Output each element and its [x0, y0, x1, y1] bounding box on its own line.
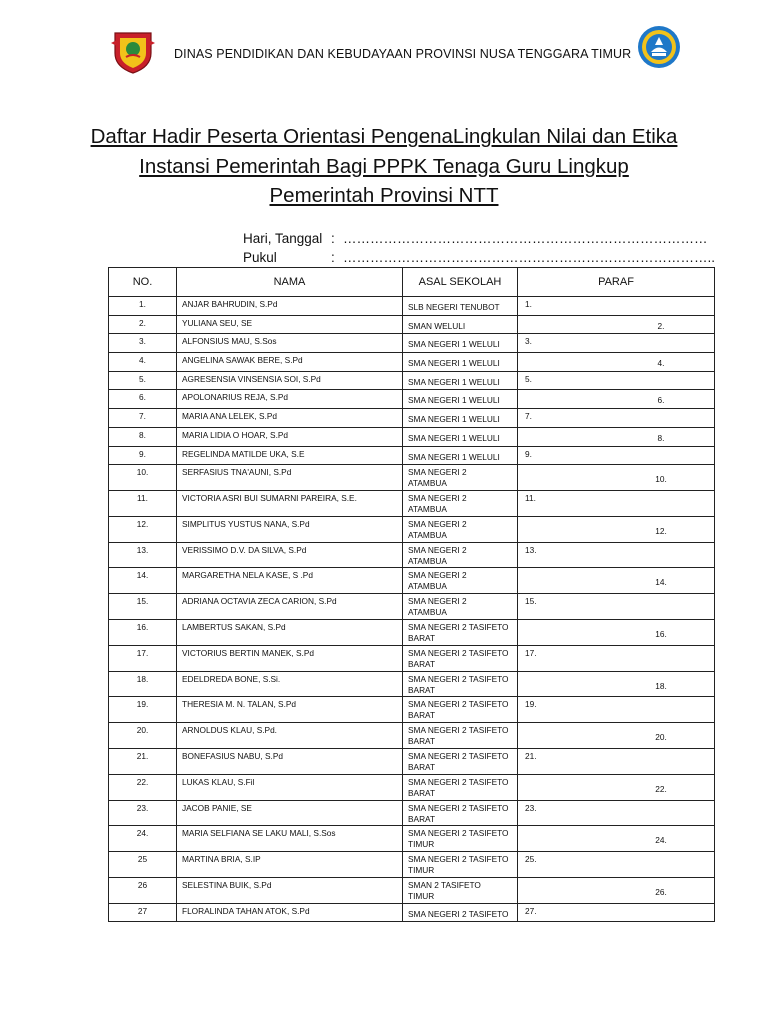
date-colon: : [331, 231, 335, 246]
school-line: SMA NEGERI 2 TASIFETO [408, 828, 509, 839]
signature-number: 7. [525, 411, 532, 422]
participant-name: SELESTINA BUIK, S.Pd [177, 877, 403, 903]
signature-number: 26. [655, 886, 667, 897]
participant-name: BONEFASIUS NABU, S.Pd [177, 748, 403, 774]
signature-cell[interactable] [518, 903, 715, 922]
signature-cell[interactable] [518, 877, 715, 903]
table-row [109, 465, 715, 491]
signature-number: 16. [655, 628, 667, 639]
school-name [403, 568, 518, 594]
table-row [109, 371, 715, 390]
signature-number: 13. [525, 544, 537, 555]
table-row [109, 877, 715, 903]
participant-name: MARIA LIDIA O HOAR, S.Pd [177, 427, 403, 446]
school-line: SMA NEGERI 2 [408, 570, 467, 581]
participant-name: SERFASIUS TNA'AUNI, S.Pd [177, 465, 403, 491]
school-name [403, 645, 518, 671]
table-row [109, 619, 715, 645]
signature-number: 2. [657, 320, 665, 331]
school-line: ATAMBUA [408, 503, 447, 514]
participant-name: THERESIA M. N. TALAN, S.Pd [177, 697, 403, 723]
table-row [109, 568, 715, 594]
signature-cell[interactable] [518, 297, 715, 316]
school-line: ATAMBUA [408, 607, 447, 618]
signature-cell[interactable] [518, 697, 715, 723]
school-line: SMA NEGERI 1 WELULI [408, 432, 500, 443]
table-row [109, 334, 715, 353]
participant-name: ALFONSIUS MAU, S.Sos [177, 334, 403, 353]
row-number: 21. [109, 748, 177, 774]
table-row [109, 490, 715, 516]
signature-cell[interactable] [518, 334, 715, 353]
table-row [109, 353, 715, 372]
school-name [403, 852, 518, 878]
row-number: 2. [109, 315, 177, 334]
school-line: SMA NEGERI 2 TASIFETO [408, 725, 509, 736]
participant-name: MARGARETHA NELA KASE, S .Pd [177, 568, 403, 594]
school-name [403, 671, 518, 697]
table-row [109, 671, 715, 697]
participant-name: VICTORIA ASRI BUI SUMARNI PAREIRA, S.E. [177, 490, 403, 516]
school-name [403, 334, 518, 353]
school-line: SMA NEGERI 1 WELULI [408, 414, 500, 425]
row-number: 23. [109, 800, 177, 826]
row-number: 13. [109, 542, 177, 568]
school-line: SMA NEGERI 2 TASIFETO [408, 776, 509, 787]
school-name [403, 516, 518, 542]
row-number: 25 [109, 852, 177, 878]
signature-number: 3. [525, 336, 532, 347]
row-number: 6. [109, 390, 177, 409]
participant-name: ADRIANA OCTAVIA ZECA CARION, S.Pd [177, 594, 403, 620]
school-name [403, 774, 518, 800]
document-header [0, 0, 768, 100]
participant-name: JACOB PANIE, SE [177, 800, 403, 826]
school-line: SMA NEGERI 1 WELULI [408, 451, 500, 462]
signature-cell[interactable] [518, 315, 715, 334]
row-number: 5. [109, 371, 177, 390]
row-number: 27 [109, 903, 177, 922]
signature-cell[interactable] [518, 748, 715, 774]
row-number: 17. [109, 645, 177, 671]
signature-cell[interactable] [518, 671, 715, 697]
participant-name: ARNOLDUS KLAU, S.Pd. [177, 723, 403, 749]
school-line: BARAT [408, 813, 436, 824]
row-number: 16. [109, 619, 177, 645]
table-row [109, 542, 715, 568]
school-line: SMA NEGERI 2 TASIFETO [408, 802, 509, 813]
school-line: SMAN 2 TASIFETO [408, 879, 481, 890]
signature-number: 19. [525, 699, 537, 710]
table-row [109, 645, 715, 671]
signature-number: 5. [525, 373, 532, 384]
header-no: NO. [109, 268, 177, 297]
row-number: 26 [109, 877, 177, 903]
participant-name: EDELDREDA BONE, S.Si. [177, 671, 403, 697]
title-line: Daftar Hadir Peserta Orientasi PengenaLingkulan Nilai dan Etika [90, 125, 678, 148]
row-number: 3. [109, 334, 177, 353]
signature-number: 10. [655, 474, 667, 485]
school-name [403, 877, 518, 903]
table-row [109, 427, 715, 446]
table-body [109, 297, 715, 922]
time-label: Pukul [243, 250, 277, 265]
participant-name: REGELINDA MATILDE UKA, S.E [177, 446, 403, 465]
participant-name: MARTINA BRIA, S.IP [177, 852, 403, 878]
row-number: 19. [109, 697, 177, 723]
table-row [109, 748, 715, 774]
participant-name: MARIA ANA LELEK, S.Pd [177, 409, 403, 428]
table-row [109, 826, 715, 852]
table-row [109, 800, 715, 826]
time-field [243, 250, 715, 265]
school-line: SMA NEGERI 2 TASIFETO [408, 750, 509, 761]
school-line: BARAT [408, 632, 436, 643]
school-line: SMA NEGERI 2 TASIFETO [408, 673, 509, 684]
school-line: BARAT [408, 684, 436, 695]
school-line: SMAN WELULI [408, 320, 466, 331]
table-row [109, 390, 715, 409]
school-line: ATAMBUA [408, 555, 447, 566]
signature-number: 20. [655, 732, 667, 743]
signature-cell[interactable] [518, 490, 715, 516]
signature-cell[interactable] [518, 723, 715, 749]
signature-number: 1. [525, 299, 532, 309]
signature-cell[interactable] [518, 465, 715, 491]
school-line: BARAT [408, 710, 436, 721]
table-row [109, 852, 715, 878]
signature-number: 9. [525, 448, 532, 459]
school-line: BARAT [408, 736, 436, 747]
signature-number: 18. [655, 680, 667, 691]
date-field [243, 231, 708, 246]
row-number: 22. [109, 774, 177, 800]
school-name [403, 594, 518, 620]
participant-name: LAMBERTUS SAKAN, S.Pd [177, 619, 403, 645]
school-line: TIMUR [408, 865, 435, 876]
date-label: Hari, Tanggal [243, 231, 323, 246]
row-number: 4. [109, 353, 177, 372]
school-name [403, 446, 518, 465]
signature-number: 27. [525, 905, 537, 916]
signature-number: 25. [525, 854, 537, 865]
participant-name: YULIANA SEU, SE [177, 315, 403, 334]
school-line: SLB NEGERI TENUBOT [408, 302, 500, 312]
school-line: SMA NEGERI 1 WELULI [408, 376, 500, 387]
row-number: 24. [109, 826, 177, 852]
document-title [60, 122, 708, 211]
school-line: SMA NEGERI 1 WELULI [408, 395, 500, 406]
row-number: 1. [109, 297, 177, 316]
table-row [109, 774, 715, 800]
school-name [403, 427, 518, 446]
ntt-emblem-logo [111, 27, 155, 75]
school-name [403, 903, 518, 922]
school-name [403, 748, 518, 774]
school-name [403, 490, 518, 516]
participant-name: SIMPLITUS YUSTUS NANA, S.Pd [177, 516, 403, 542]
school-name [403, 371, 518, 390]
school-name [403, 800, 518, 826]
title-line: Instansi Pemerintah Bagi PPPK Tenaga Guru Lingkup [139, 154, 629, 178]
signature-cell[interactable] [518, 427, 715, 446]
table-row [109, 409, 715, 428]
signature-number: 12. [655, 525, 667, 536]
school-line: SMA NEGERI 2 [408, 518, 467, 529]
table-row [109, 903, 715, 922]
school-line: SMA NEGERI 2 [408, 544, 467, 555]
signature-cell[interactable] [518, 852, 715, 878]
school-line: SMA NEGERI 1 WELULI [408, 358, 500, 369]
school-line: ATAMBUA [408, 581, 447, 592]
signature-cell[interactable] [518, 390, 715, 409]
tut-wuri-handayani-logo [637, 25, 681, 69]
signature-number: 15. [525, 596, 537, 607]
school-line: SMA NEGERI 2 TASIFETO [408, 647, 509, 658]
participant-name: ANJAR BAHRUDIN, S.Pd [177, 297, 403, 316]
time-colon: : [331, 250, 335, 265]
row-number: 18. [109, 671, 177, 697]
header-paraf: PARAF [518, 268, 715, 297]
signature-number: 17. [525, 647, 537, 658]
school-name [403, 542, 518, 568]
signature-number: 22. [655, 783, 667, 794]
row-number: 12. [109, 516, 177, 542]
signature-number: 14. [655, 577, 667, 588]
signature-cell[interactable] [518, 371, 715, 390]
school-line: SMA NEGERI 2 [408, 467, 467, 478]
school-line: SMA NEGERI 2 [408, 492, 467, 503]
signature-cell[interactable] [518, 409, 715, 428]
signature-number: 24. [655, 835, 667, 846]
signature-number: 11. [525, 492, 536, 503]
school-name [403, 353, 518, 372]
school-name [403, 826, 518, 852]
school-name [403, 315, 518, 334]
school-line: ATAMBUA [408, 529, 447, 540]
school-line: SMA NEGERI 2 TASIFETO [408, 908, 509, 919]
row-number: 15. [109, 594, 177, 620]
school-line: BARAT [408, 787, 436, 798]
school-line: SMA NEGERI 2 [408, 596, 467, 607]
school-name [403, 723, 518, 749]
table-row [109, 297, 715, 316]
school-line: BARAT [408, 761, 436, 772]
row-number: 7. [109, 409, 177, 428]
participant-name: VERISSIMO D.V. DA SILVA, S.Pd [177, 542, 403, 568]
participant-name: MARIA SELFIANA SE LAKU MALI, S.Sos [177, 826, 403, 852]
signature-cell[interactable] [518, 446, 715, 465]
signature-number: 8. [657, 432, 665, 443]
participant-name: ANGELINA SAWAK BERE, S.Pd [177, 353, 403, 372]
school-name [403, 409, 518, 428]
participant-name: AGRESENSIA VINSENSIA SOI, S.Pd [177, 371, 403, 390]
attendance-table [108, 267, 715, 922]
participant-name: LUKAS KLAU, S.Fil [177, 774, 403, 800]
signature-number: 23. [525, 802, 537, 813]
participant-name: VICTORIUS BERTIN MANEK, S.Pd [177, 645, 403, 671]
participant-name: APOLONARIUS REJA, S.Pd [177, 390, 403, 409]
title-line: Pemerintah Provinsi NTT [269, 184, 499, 207]
signature-cell[interactable] [518, 774, 715, 800]
school-line: TIMUR [408, 890, 435, 901]
signature-cell[interactable] [518, 800, 715, 826]
signature-number: 6. [657, 395, 665, 406]
time-blank: ……………………………………………………………………….. [343, 250, 716, 265]
school-line: SMA NEGERI 1 WELULI [408, 339, 500, 350]
row-number: 8. [109, 427, 177, 446]
school-line: SMA NEGERI 2 TASIFETO [408, 699, 509, 710]
table-row [109, 315, 715, 334]
table-row [109, 446, 715, 465]
participant-name: FLORALINDA TAHAN ATOK, S.Pd [177, 903, 403, 922]
school-name [403, 465, 518, 491]
school-name [403, 619, 518, 645]
school-name [403, 297, 518, 316]
signature-cell[interactable] [518, 826, 715, 852]
school-name [403, 390, 518, 409]
signature-cell[interactable] [518, 353, 715, 372]
table-row [109, 723, 715, 749]
signature-cell[interactable] [518, 568, 715, 594]
signature-number: 21. [525, 750, 537, 761]
signature-cell[interactable] [518, 542, 715, 568]
school-name [403, 697, 518, 723]
school-line: TIMUR [408, 839, 435, 850]
date-blank: ……………………………………………………………………… [343, 231, 708, 246]
row-number: 10. [109, 465, 177, 491]
header-school: ASAL SEKOLAH [403, 268, 518, 297]
school-line: BARAT [408, 658, 436, 669]
agency-name: DINAS PENDIDIKAN DAN KEBUDAYAAN PROVINSI NUSA TENGGARA TIMUR [174, 47, 632, 61]
school-line: SMA NEGERI 2 TASIFETO [408, 854, 509, 865]
signature-cell[interactable] [518, 619, 715, 645]
table-row [109, 516, 715, 542]
row-number: 20. [109, 723, 177, 749]
signature-cell[interactable] [518, 594, 715, 620]
row-number: 14. [109, 568, 177, 594]
signature-cell[interactable] [518, 645, 715, 671]
row-number: 11. [109, 490, 177, 516]
header-name: NAMA [177, 268, 403, 297]
signature-cell[interactable] [518, 516, 715, 542]
row-number: 9. [109, 446, 177, 465]
signature-number: 4. [657, 358, 665, 369]
table-header-row [109, 268, 715, 297]
school-line: SMA NEGERI 2 TASIFETO [408, 621, 509, 632]
table-row [109, 697, 715, 723]
table-row [109, 594, 715, 620]
school-line: ATAMBUA [408, 478, 447, 489]
